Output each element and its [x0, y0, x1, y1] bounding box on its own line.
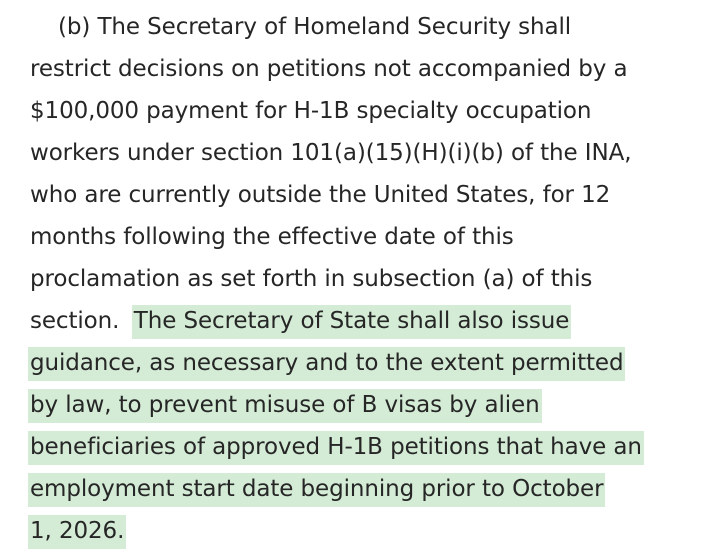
highlighted-text: guidance, as necessary and to the extent permitted — [28, 347, 625, 381]
highlighted-text: employment start date beginning prior to October — [28, 473, 605, 507]
text-run: proclamation as set forth in subsection (a) of this — [30, 266, 593, 292]
paragraph-line — [30, 342, 625, 384]
text-run: who are currently outside the United States, for 12 — [30, 182, 611, 208]
text-run: workers under section 101(a)(15)(H)(i)(b) of the INA, — [30, 140, 632, 166]
paragraph-line — [30, 510, 126, 552]
paragraph-line — [30, 384, 542, 426]
highlighted-text: by law, to prevent misuse of B visas by alien — [28, 389, 542, 423]
highlighted-text: 1, 2026. — [28, 515, 126, 549]
paragraph-line — [30, 216, 514, 258]
paragraph-line — [30, 426, 644, 468]
paragraph-line — [30, 300, 571, 342]
text-run: section. — [30, 308, 120, 334]
text-run: (b) The Secretary of Homeland Security shall — [58, 14, 572, 40]
text-run: $100,000 payment for H-1B specialty occupation — [30, 98, 592, 124]
highlighted-text: beneficiaries of approved H-1B petitions that have an — [28, 431, 644, 465]
paragraph-line — [58, 6, 571, 48]
paragraph-line — [30, 468, 605, 510]
paragraph-line — [30, 48, 627, 90]
text-run: months following the effective date of this — [30, 224, 514, 250]
text-run: restrict decisions on petitions not accompanied by a — [30, 56, 628, 82]
paragraph-line — [30, 258, 592, 300]
highlighted-text: The Secretary of State shall also issue — [132, 305, 572, 339]
paragraph-line — [30, 174, 610, 216]
paragraph-line — [30, 90, 591, 132]
paragraph-line — [30, 132, 631, 174]
